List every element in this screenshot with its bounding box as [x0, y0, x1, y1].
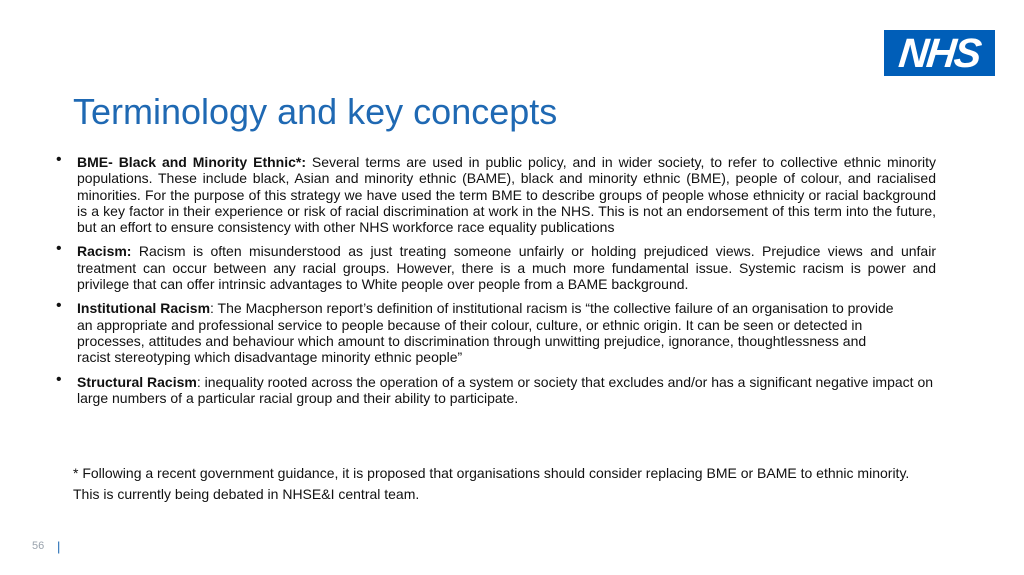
list-item-structural-racism	[56, 370, 936, 407]
term-definition: : inequality rooted across the operation of a system or society that excludes and/or has a significant negative impact on large numbers of a particular racial group and their ability to participate.	[77, 373, 934, 406]
nhs-logo-text: NHS	[896, 29, 983, 76]
bullet-icon: •	[56, 297, 62, 315]
list-item-institutional-racism	[56, 297, 936, 366]
page-separator: |	[57, 539, 61, 554]
term-definition: Several terms are used in public policy, and in wider society, to refer to collective ethnic minority populations. These include black, Asian and minority ethnic (BAME), black and minority ethnic (BME), people of colour, and racialised minorities. For the purpose of this strategy we have used the term BME to describe groups of people whose ethnicity or racial background is a key factor in their experience or risk of racial discrimination at work in the NHS. This is not an endorsement of this term into the future, but an effort to ensure consistency with other NHS workforce race equality publications	[77, 154, 936, 236]
term-label: Racism:	[77, 243, 132, 260]
bullet-icon: •	[56, 151, 62, 168]
term-label: BME- Black and Minority Ethnic*:	[77, 154, 307, 170]
term-label: Institutional Racism	[77, 300, 211, 317]
page-number: 56	[32, 540, 45, 552]
terminology-list	[56, 151, 936, 414]
footnote: * Following a recent government guidance, it is proposed that organisations should consider replacing BME or BAME to ethnic minority. This is currently being debated in NHSE&I central team.	[73, 465, 910, 502]
bullet-icon: •	[56, 240, 62, 258]
term-label: Structural Racism	[77, 373, 197, 390]
term-definition: Racism is often misunderstood as just treating someone unfairly or holding prejudiced views. Prejudice views and unfair treatment can occur between any racial groups. However, there is a much more fundamental issue. Systemic racism is power and privilege that can offer intrinsic advantages to White people over people from a BAME background.	[77, 243, 936, 293]
bullet-icon: •	[56, 370, 62, 388]
list-item-racism	[56, 240, 936, 293]
page-title: Terminology and key concepts	[73, 91, 558, 132]
list-item-bme	[56, 151, 936, 236]
nhs-logo	[884, 30, 995, 76]
term-definition: : The Macpherson report’s definition of institutional racism is “the collective failure of an organisation to provide an appropriate and professional service to people because of their colour, culture, or ethnic origin. It can be seen or detected in processes, attitudes and behaviour which amount to discrimination through unwitting prejudice, ignorance, thoughtlessness and racist stereotyping which disadvantage minority ethnic people”	[77, 300, 894, 366]
